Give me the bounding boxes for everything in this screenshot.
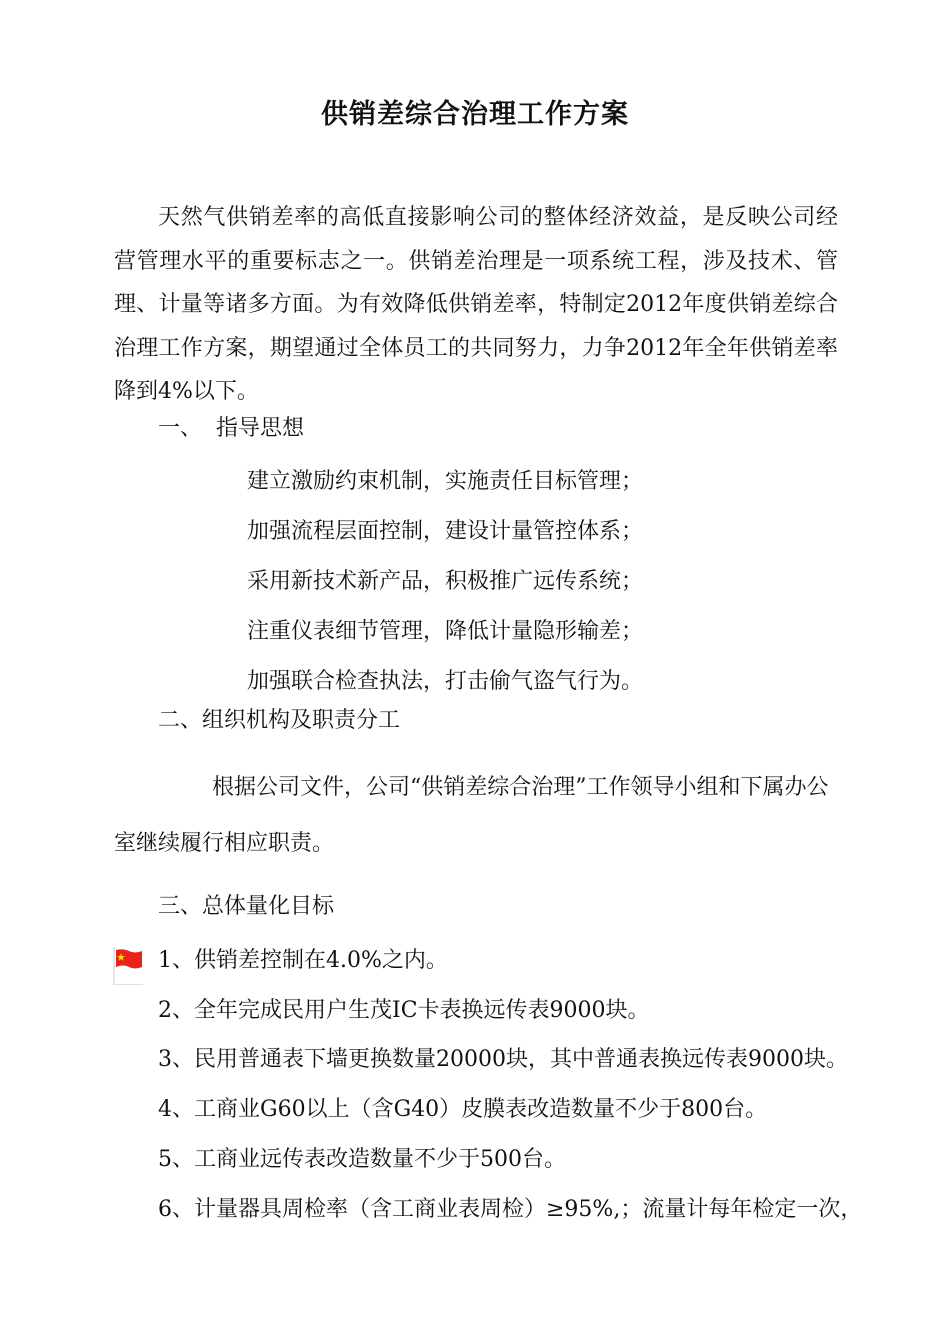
section2-paragraph: 根据公司文件，公司“供销差综合治理”工作领导小组和下属办公室继续履行相应职责。 — [114, 775, 829, 856]
red-flag-icon — [113, 947, 143, 985]
document-title: 供销差综合治理工作方案 — [321, 99, 629, 130]
goal-item: 6、计量器具周检率（含工商业表周检）≥95%,；流量计每年检定一次， — [158, 1197, 863, 1222]
section2-heading: 二、组织机构及职责分工 — [158, 708, 401, 733]
guideline-item: 建立激励约束机制，实施责任目标管理； — [247, 469, 644, 494]
guideline-item: 加强联合检查执法，打击偷气盗气行为。 — [247, 669, 644, 694]
guideline-item: 注重仪表细节管理，降低计量隐形输差； — [247, 619, 644, 644]
goal-item: 3、民用普通表下墙更换数量20000块，其中普通表换远传表9000块。 — [158, 1047, 848, 1072]
intro-paragraph: 天然气供销差率的高低直接影响公司的整体经济效益，是反映公司经营管理水平的重要标志之一。供销差治理是一项系统工程，涉及技术、管理、计量等诸多方面。为有效降低供销差率，特制定2012年度供销差综合治理工作方案，期望通过全体员工的共同努力，力争2012年全年供销差率降到4%以下。 — [114, 205, 838, 404]
goal-item: 2、全年完成民用户生茂IC卡表换远传表9000块。 — [158, 998, 650, 1023]
goal-item: 4、工商业G60以上（含G40）皮膜表改造数量不少于800台。 — [158, 1097, 768, 1122]
section1-heading: 指导思想 — [216, 416, 305, 441]
guideline-item: 采用新技术新产品，积极推广远传系统； — [247, 569, 644, 594]
goal-item: 5、工商业远传表改造数量不少于500台。 — [158, 1147, 566, 1172]
guideline-item: 加强流程层面控制，建设计量管控体系； — [247, 519, 644, 544]
section3-heading: 三、总体量化目标 — [158, 894, 335, 919]
goal-item: 1、供销差控制在4.0%之内。 — [158, 948, 448, 973]
section1-number: 一、 — [158, 416, 203, 441]
